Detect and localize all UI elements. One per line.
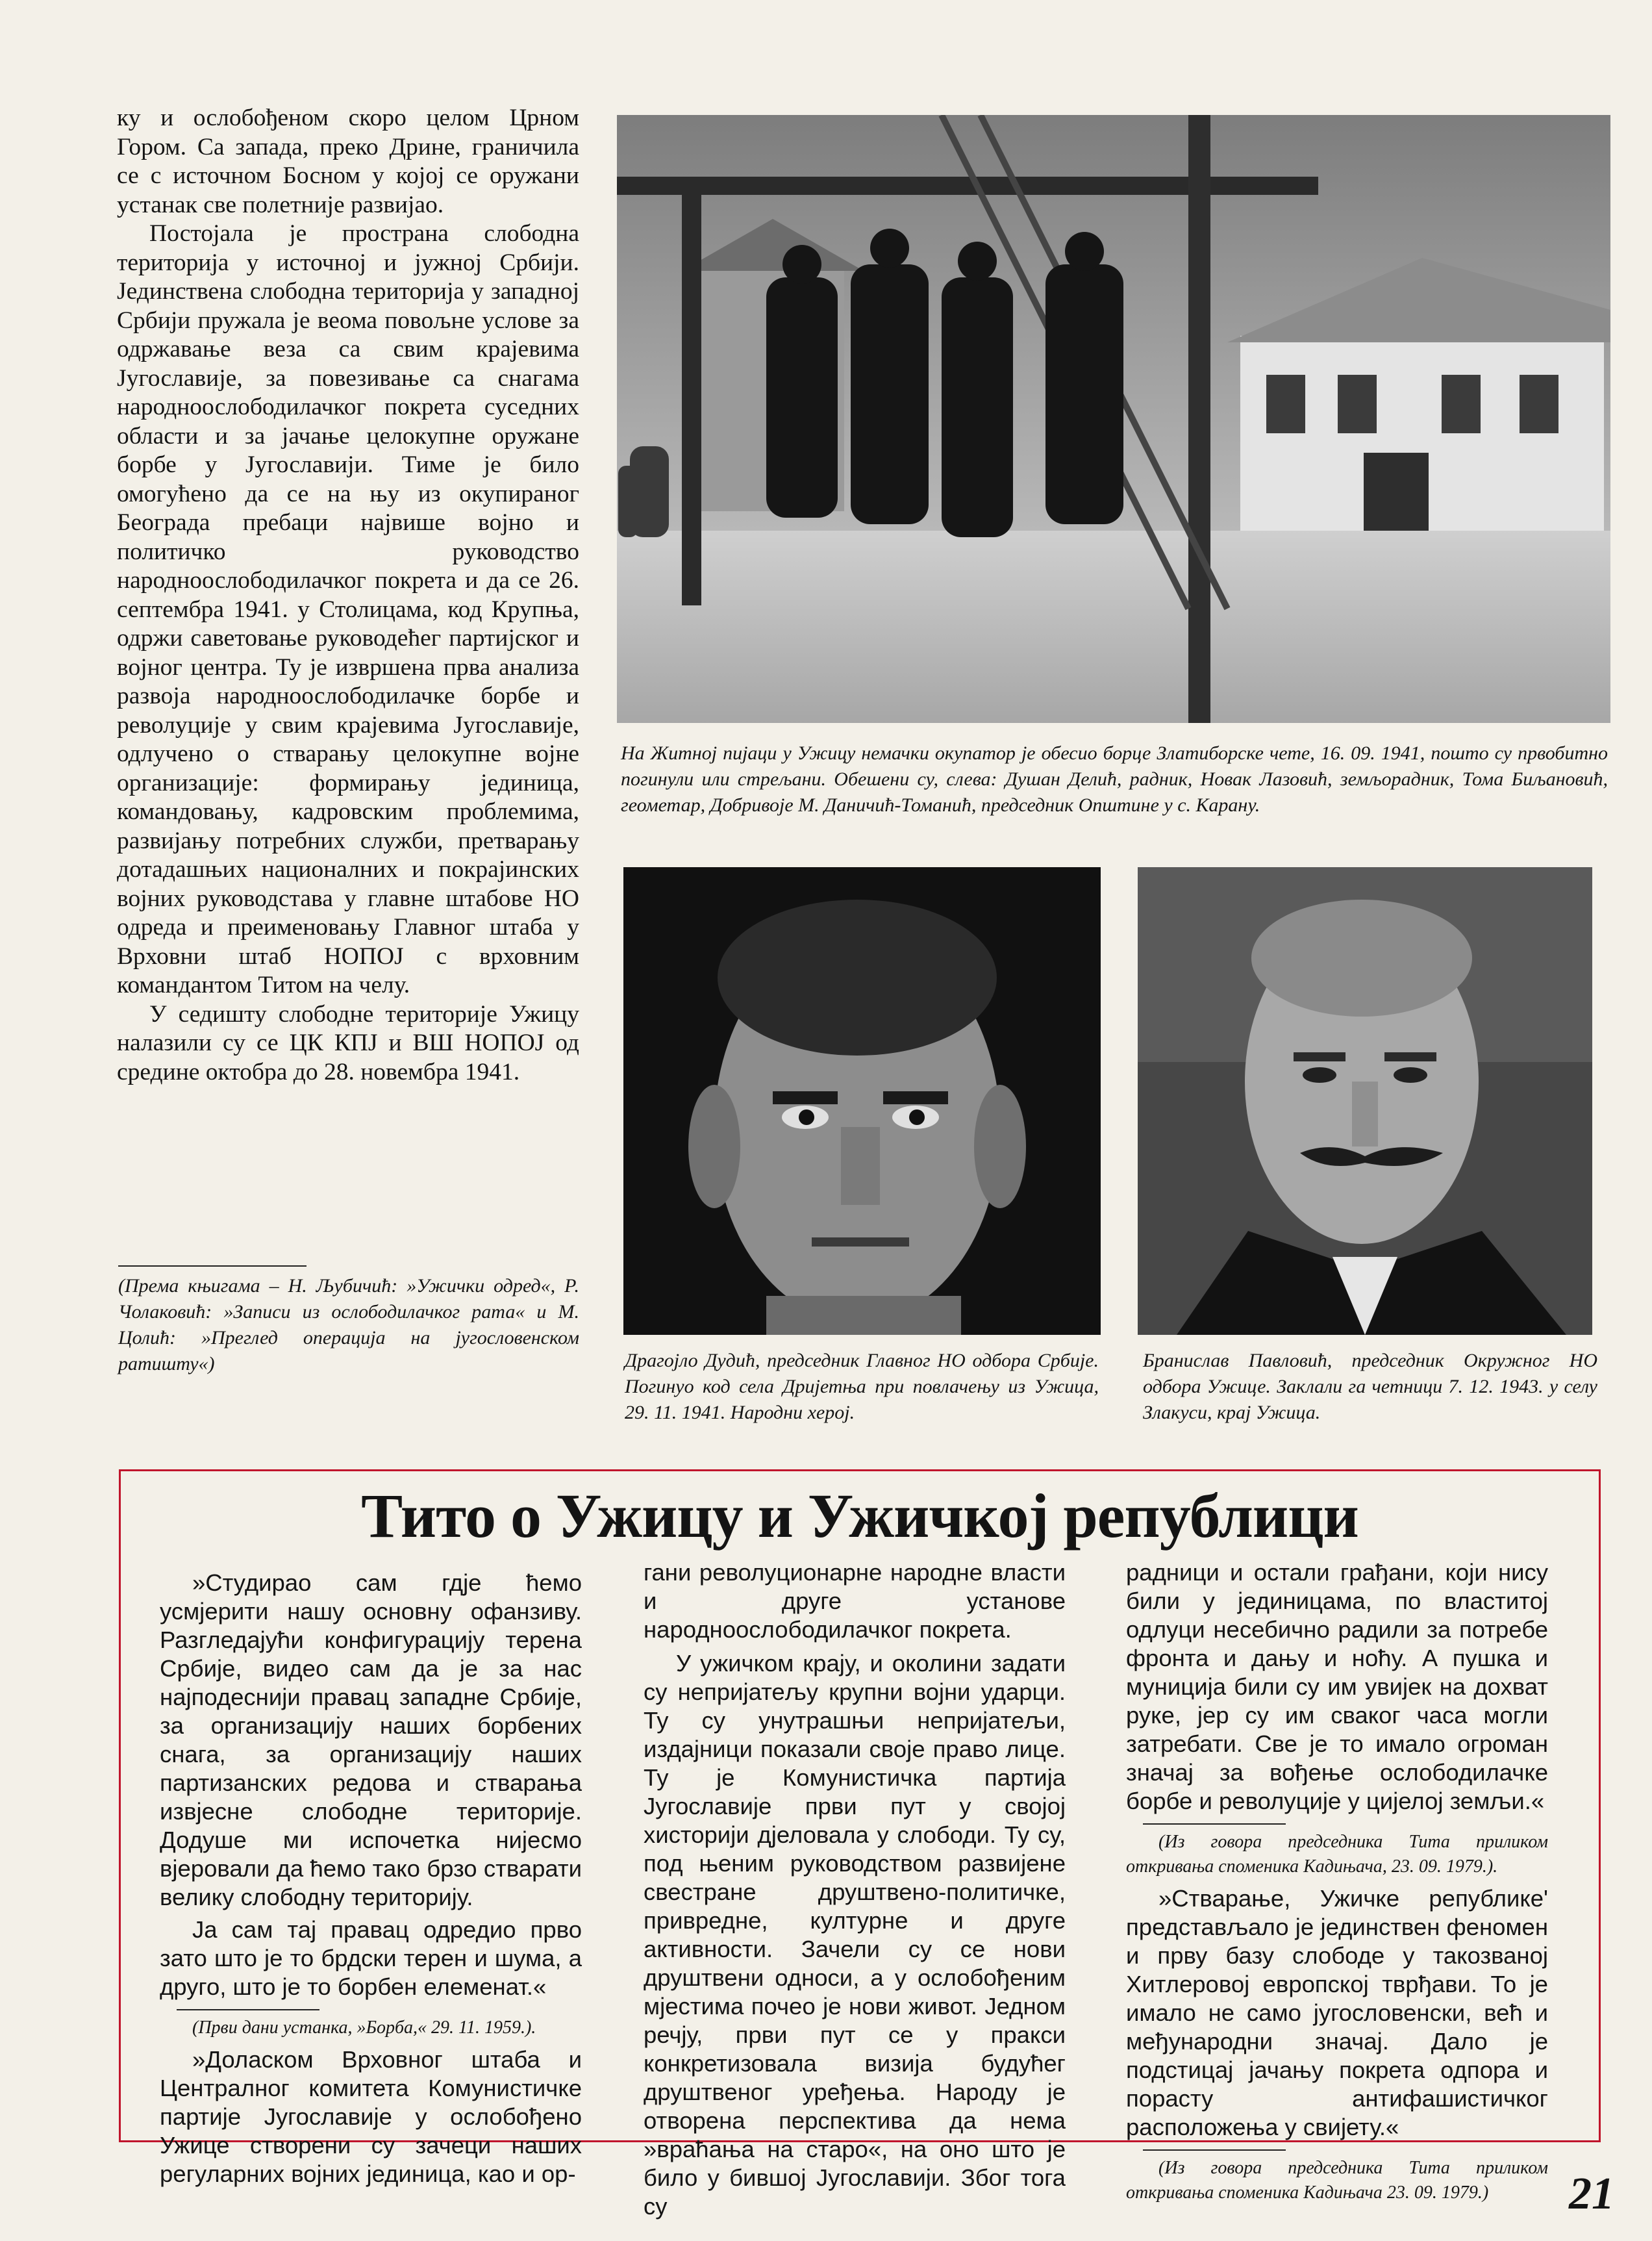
reference-text: (Из говора председника Тита приликом откривања споменика Кадињача 23. 09. 1979.) [1126,2158,1548,2203]
photo-dudic [623,867,1101,1335]
paragraph: »Стварање, Ужичке републике' представљало је јединствен феномен и прву базу слободе у такозваној Хитлеровој европској тврђави. То је имало не само југословенски, већ и међународни значај. Дало је подстицај јачању покрета одпора и порасту антифашистичког расположења у свијету.« [1126,1885,1548,2140]
portrait-dudic-image [623,867,1101,1335]
paragraph: »Студирао сам гдје ћемо усмјерити нашу основну офанзиву. Разгледајући конфигурацију терена Србије, видео сам да је за нас најподеснији правац западне Србије, за организацију наших борбених снага, за организацију наших партизанских редова и стварања извјесне слободне територије. Додуше ми испочетка нијесмо вјеровали да ћемо тако брзо стварати велику слободну територију. [160,1569,582,1910]
paragraph: радници и остали грађани, који нису били у јединицама, по властитој одлуци несебично радили за потребе фронта и дању и ноћу. А пушка и муниција били су им увијек на дохват руке, јер су им сваког часа могли затребати. Све је то имало огроман значај за вођење ослободилачке борбе и револуције у цијелој земљи.« [1126,1559,1548,1814]
caption-text: На Житној пијаци у Ужицу немачки окупатор је обесио борце Златиборске чете, 16. 09. 1941, пошто су првобитно погинули или стрељани. Обешени су, слева: Душан Делић, радник, Новак Лазовић, земљорадник, Тома Биљановић, геометар, Добривоје М. Даничић-Томанић, председник Општине у с. Карану. [621,742,1608,816]
caption-text: Бранислав Павловић, председник Окружног НО одбора Ужице. Заклали га четници 7. 12. 1943. у селу Злакуси, крај Ужица. [1143,1350,1597,1423]
box-title: Тито о Ужицу и Ужичкој републици [361,1481,1358,1551]
caption-text: Драгојло Дудић, председник Главног НО одбора Србије. Погинуо код села Дријетња при повлачењу из Ужица, 29. 11. 1941. Народни херој. [625,1350,1099,1423]
box-column-1 [160,1569,582,2188]
paragraph: Постојала је пространа слободна територија у источној и јужној Србији. Јединствена слободна територија у западној Србији пружала је веома повољне услове за одржавање веза са свим крајевима Југославије, за повезивање са снагама народноослободилачког покрета суседних области и за јачање целокупне оружане борбе у Југославији. Тиме је било омогућено да се на њу из окупираног Београда пребаци највише војно и политичко руководство народноослободилачког покрета и да се 26. септембра 1941. у Столицама, код Крупња, одржи саветовање руководећег партијског и војног центра. Ту је извршена прва анализа развоја народноослободилачке борбе и револуције у свим крајевима Југославије, одлучено о стварању целокупне војне организације: формирању јединица, командовању, кадровским проблемима, развијању потребних служби, претварању дотадашњих националних и покрајинских војних руководстава у главне штабове НО одреда и преименовању Главног штаба у Врховни штаб НОПОЈ с врховним командантом Титом на челу. [117,220,579,998]
reference-text: (Први дани устанка, »Борба,« 29. 11. 1959.). [192,2018,536,2038]
photo-hanging-caption [621,741,1608,818]
paragraph: У седишту слободне територије Ужицу налазили су се ЦК КПЈ и ВШ НОПОЈ од средине октобра до 28. новембра 1941. [117,1000,579,1085]
left-reference [118,1273,579,1377]
reference-divider [118,1265,307,1267]
reference-divider [1143,1823,1286,1825]
box-column-3 [1126,1558,1548,2210]
paragraph: ку и ослобођеном скоро целом Црном Гором. Са запада, преко Дрине, граничила се с источном Босном у којој се оружани устанак све полетније развијао. [117,105,579,218]
paragraph: »Доласком Врховног штаба и Централног комитета Комунистичке партије Југославије у ослобођено Ужице створени су зачеци наших регуларних војних јединица, као и ор- [160,2046,582,2187]
left-text-column [117,104,579,1087]
photo-pavlovic-caption [1143,1348,1597,1426]
photo-hanging [617,115,1610,723]
photo-pavlovic [1138,867,1592,1335]
photo-dudic-caption [625,1348,1099,1426]
paragraph: Ја сам тај правац одредио прво зато што је то брдски терен и шума, а друго, што је то борбен елеменат.« [160,1916,582,2000]
photo-hanging-image [617,115,1610,723]
box-column-2 [644,1558,1066,2221]
paragraph: У ужичком крају, и околини задати су непријатељу крупни војни ударци. Ту су унутрашњи непријатељи, издајници показали своје право лице. Ту је Комунистичка партија Југославије први пут у својој хисторији дјеловала у слободи. Ту су, под њеним руководством развијене свестране друштвено-политичке, привредне, културне и друге активности. Зачели су се нови друштвени односи, а у ослобођеним мјестима почео је нови живот. Једном речју, први пут се у пракси конкретизовала визија будућег друштвеног уређења. Народу је отворена перспектива да нема »враћања на старо«, на оно што је било у бившој Југославији. Због тога су [644,1650,1066,2220]
portrait-pavlovic-image [1138,867,1592,1335]
paragraph: гани револуционарне народне власти и друге установе народноослободилачког покрета. [644,1559,1066,1643]
reference-divider [1143,2149,1286,2151]
reference-divider [177,2009,319,2010]
reference-text: (Према књигама – Н. Љубичић: »Ужички одред«, Р. Чолаковић: »Записи из ослободилачког рата« и М. Цолић: »Преглед операција на југословенском ратишту«) [118,1275,579,1374]
page-number: 21 [1569,2169,1614,2219]
reference-text: (Из говора председника Тита приликом откривања споменика Кадињача, 23. 09. 1979.). [1126,1832,1548,1877]
